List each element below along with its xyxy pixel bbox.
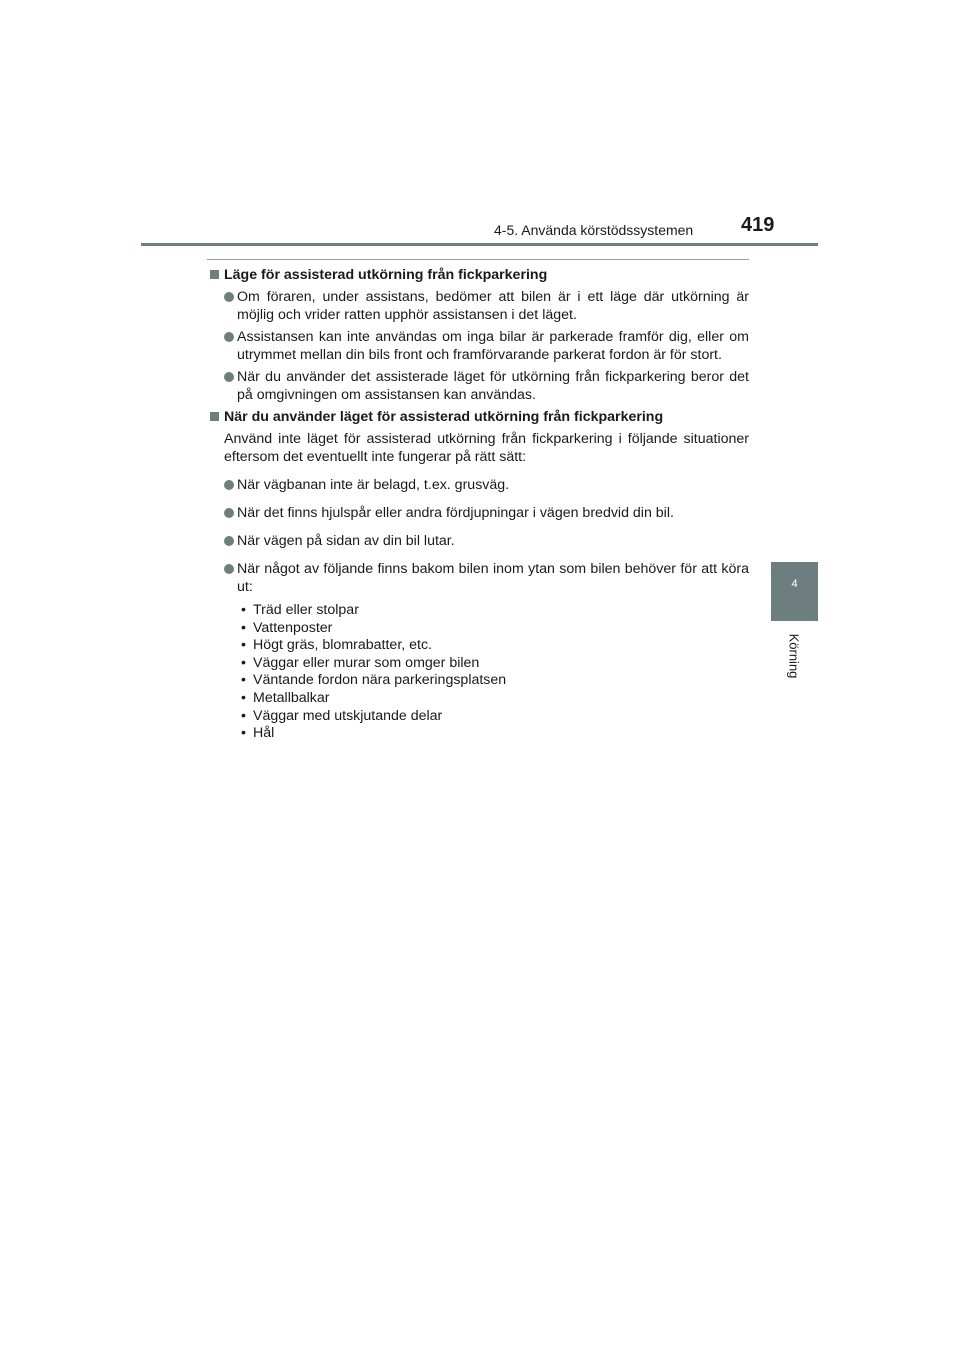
list-item: När du använder det assisterade läget för utkörning från fickparkering beror det på omgivningen om assistansen kan användas. — [209, 368, 749, 404]
sub-list-item: • Vattenposter — [241, 619, 333, 636]
circle-bullet-icon — [224, 508, 234, 518]
sub-list-item: • Väggar eller murar som omger bilen — [241, 654, 480, 671]
square-bullet-icon — [210, 270, 219, 279]
section-heading-text: När du använder läget för assisterad utkörning från fickparkering — [224, 409, 664, 425]
circle-bullet-icon — [224, 372, 234, 382]
sub-list-item: • Väggar med utskjutande delar — [241, 707, 443, 724]
chapter-number: 4 — [791, 578, 798, 590]
sub-list-item: • Väntande fordon nära parkeringsplatsen — [241, 672, 507, 689]
sub-list-item: • Träd eller stolpar — [241, 602, 359, 618]
circle-bullet-icon — [224, 292, 234, 302]
sub-list-item: • Hål — [241, 725, 275, 742]
chapter-label: Körning — [786, 633, 802, 679]
circle-bullet-icon — [224, 536, 234, 546]
sub-list-item: • Metallbalkar — [241, 689, 330, 706]
running-header-section: 4-5. Använda körstödssystemen — [494, 222, 694, 238]
circle-bullet-icon — [224, 332, 234, 342]
circle-bullet-icon — [224, 564, 234, 574]
chapter-tab — [771, 562, 818, 621]
square-bullet-icon — [210, 412, 219, 421]
circle-bullet-icon — [224, 480, 234, 490]
list-item: Assistansen kan inte användas om inga bilar är parkerade framför dig, eller om utrymmet mellan din bils front och framförvarande parkerat fordon är för stort. — [209, 328, 749, 364]
list-item: När något av följande finns bakom bilen inom ytan som bilen behöver för att köra ut: — [209, 560, 749, 596]
page-number: 419 — [741, 214, 775, 236]
section-divider — [207, 259, 749, 260]
section-heading — [209, 266, 749, 284]
page-content — [209, 266, 749, 743]
section-heading — [209, 408, 749, 426]
list-item: När vägbanan inte är belagd, t.ex. grusväg. — [209, 476, 749, 494]
section-heading-text: Läge för assisterad utkörning från fickparkering — [224, 267, 548, 283]
sub-list-item: • Högt gräs, blomrabatter, etc. — [241, 637, 433, 654]
list-item: När det finns hjulspår eller andra fördjupningar i vägen bredvid din bil. — [209, 504, 749, 522]
sub-list — [209, 602, 749, 743]
list-item: Om föraren, under assistans, bedömer att bilen är i ett läge där utkörning är möjlig och vrider ratten upphör assistansen i det läget. — [209, 288, 749, 324]
list-item: När vägen på sidan av din bil lutar. — [209, 532, 749, 550]
header-rule — [141, 243, 818, 246]
intro-paragraph: Använd inte läget för assisterad utkörning från fickparkering i följande situationer eftersom det eventuellt inte fungerar på rätt sätt: — [224, 431, 749, 465]
